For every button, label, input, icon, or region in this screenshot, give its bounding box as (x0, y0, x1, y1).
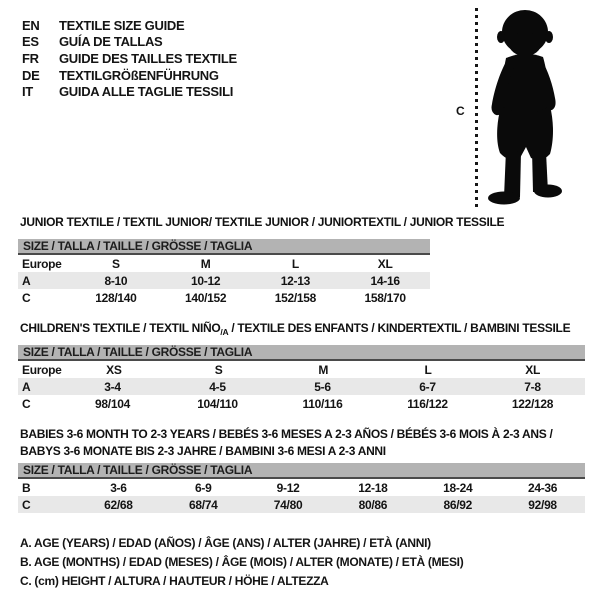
value-cell: 92/98 (528, 497, 557, 512)
value-cell: 68/74 (188, 497, 218, 512)
value-cell: 9-12 (276, 480, 300, 495)
value-cell: 12-18 (358, 480, 388, 495)
value-cell: 6-9 (195, 480, 212, 495)
value-cell: 12-13 (280, 273, 310, 288)
language-title: GUIDE DES TAILLES TEXTILE (59, 50, 237, 66)
value-cell: 128/140 (95, 290, 137, 305)
row-label: Europe (22, 362, 62, 377)
table-row (18, 289, 430, 306)
value-cell: 110/116 (302, 396, 343, 411)
language-title: TEXTILGRÖßENFÜHRUNG (59, 67, 219, 83)
junior-table-heading: JUNIOR TEXTILE / TEXTIL JUNIOR/ TEXTILE JUNIOR / JUNIORTEXTIL / JUNIOR TESSILE (20, 215, 505, 229)
heading-line: BABYS 3-6 MONATE BIS 2-3 JAHRE / BAMBINI 3-6 MESI A 2-3 ANNI (20, 444, 386, 458)
row-label: A (22, 273, 31, 288)
language-title-block (22, 17, 237, 100)
language-title: GUIDA ALLE TAGLIE TESSILI (59, 84, 234, 100)
table-row (18, 479, 585, 496)
value-cell: 98/104 (95, 396, 130, 411)
value-cell: S (214, 362, 223, 377)
language-row (22, 50, 237, 67)
row-label: Europe (22, 256, 62, 271)
footnote-c: C. (cm) HEIGHT / ALTURA / HAUTEUR / HÖHE / ALTEZZA (20, 574, 329, 588)
language-title: GUÍA DE TALLAS (59, 34, 163, 50)
language-code: IT (22, 84, 33, 100)
language-row (22, 34, 237, 51)
height-dimension-line (475, 8, 478, 208)
language-code: EN (22, 17, 40, 33)
value-cell: M (318, 362, 329, 377)
value-cell: 74/80 (273, 497, 303, 512)
value-cell: 122/128 (511, 396, 554, 411)
junior-size-table (18, 239, 430, 306)
value-cell: 140/152 (184, 290, 227, 305)
size-header-bar: SIZE / TALLA / TAILLE / GRÖSSE / TAGLIA (18, 463, 585, 479)
size-header-bar: SIZE / TALLA / TAILLE / GRÖSSE / TAGLIA (18, 345, 585, 361)
value-cell: 8-10 (104, 273, 128, 288)
language-code: DE (22, 67, 40, 83)
row-label: B (22, 480, 31, 495)
footnote-a: A. AGE (YEARS) / EDAD (AÑOS) / ÂGE (ANS) / ALTER (JAHRE) / ETÀ (ANNI) (20, 536, 431, 550)
value-cell: M (200, 256, 211, 271)
value-cell: 7-8 (524, 379, 541, 394)
row-label: C (22, 497, 31, 512)
table-row (18, 496, 585, 513)
language-row (22, 17, 237, 34)
language-row (22, 83, 237, 100)
value-cell: 18-24 (443, 480, 473, 495)
children-size-table (18, 345, 585, 412)
value-cell: 104/110 (197, 396, 238, 411)
value-cell: 152/158 (274, 290, 317, 305)
value-cell: S (112, 256, 120, 271)
value-cell: L (291, 256, 299, 271)
value-cell: 3-4 (104, 379, 121, 394)
heading-line: BABIES 3-6 MONTH TO 2-3 YEARS / BEBÉS 3-6 MESES A 2-3 AÑOS / BÉBÉS 3-6 MOIS À 2-3 ANS / (20, 427, 553, 441)
language-code: ES (22, 34, 39, 50)
babies-table-heading (20, 426, 552, 460)
table-row (18, 361, 585, 378)
language-code: FR (22, 50, 39, 66)
value-cell: 5-6 (314, 379, 331, 394)
language-title: TEXTILE SIZE GUIDE (59, 17, 185, 33)
value-cell: 62/68 (104, 497, 133, 512)
value-cell: 86/92 (443, 497, 472, 512)
value-cell: 14-16 (370, 273, 400, 288)
value-cell: L (424, 362, 432, 377)
table-row (18, 255, 430, 272)
row-label: C (22, 396, 31, 411)
heading-text: / TEXTILE DES ENFANTS / KINDERTEXTIL / BAMBINI TESSILE (228, 321, 571, 335)
children-table-heading (20, 321, 570, 335)
heading-subscript: /A (220, 326, 229, 337)
table-row (18, 395, 585, 412)
footnote-legend (20, 534, 463, 591)
row-label: C (22, 290, 31, 305)
table-row (18, 378, 585, 395)
value-cell: XL (377, 256, 393, 271)
value-cell: 3-6 (110, 480, 127, 495)
table-row (18, 272, 430, 289)
value-cell: XS (106, 362, 122, 377)
value-cell: XL (525, 362, 540, 377)
height-dimension-label: C (456, 104, 465, 118)
value-cell: 158/170 (364, 290, 406, 305)
babies-size-table (18, 463, 585, 513)
value-cell: 10-12 (191, 273, 221, 288)
toddler-silhouette-icon (482, 10, 574, 208)
value-cell: 80/86 (358, 497, 388, 512)
footnote-b: B. AGE (MONTHS) / EDAD (MESES) / ÂGE (MOIS) / ALTER (MONATE) / ETÀ (MESI) (20, 555, 464, 569)
value-cell: 4-5 (209, 379, 226, 394)
value-cell: 6-7 (419, 379, 436, 394)
heading-text: CHILDREN'S TEXTILE / TEXTIL NIÑO (20, 321, 221, 335)
size-header-bar: SIZE / TALLA / TAILLE / GRÖSSE / TAGLIA (18, 239, 430, 255)
value-cell: 116/122 (407, 396, 448, 411)
language-row (22, 67, 237, 84)
value-cell: 24-36 (527, 480, 558, 495)
row-label: A (22, 379, 31, 394)
